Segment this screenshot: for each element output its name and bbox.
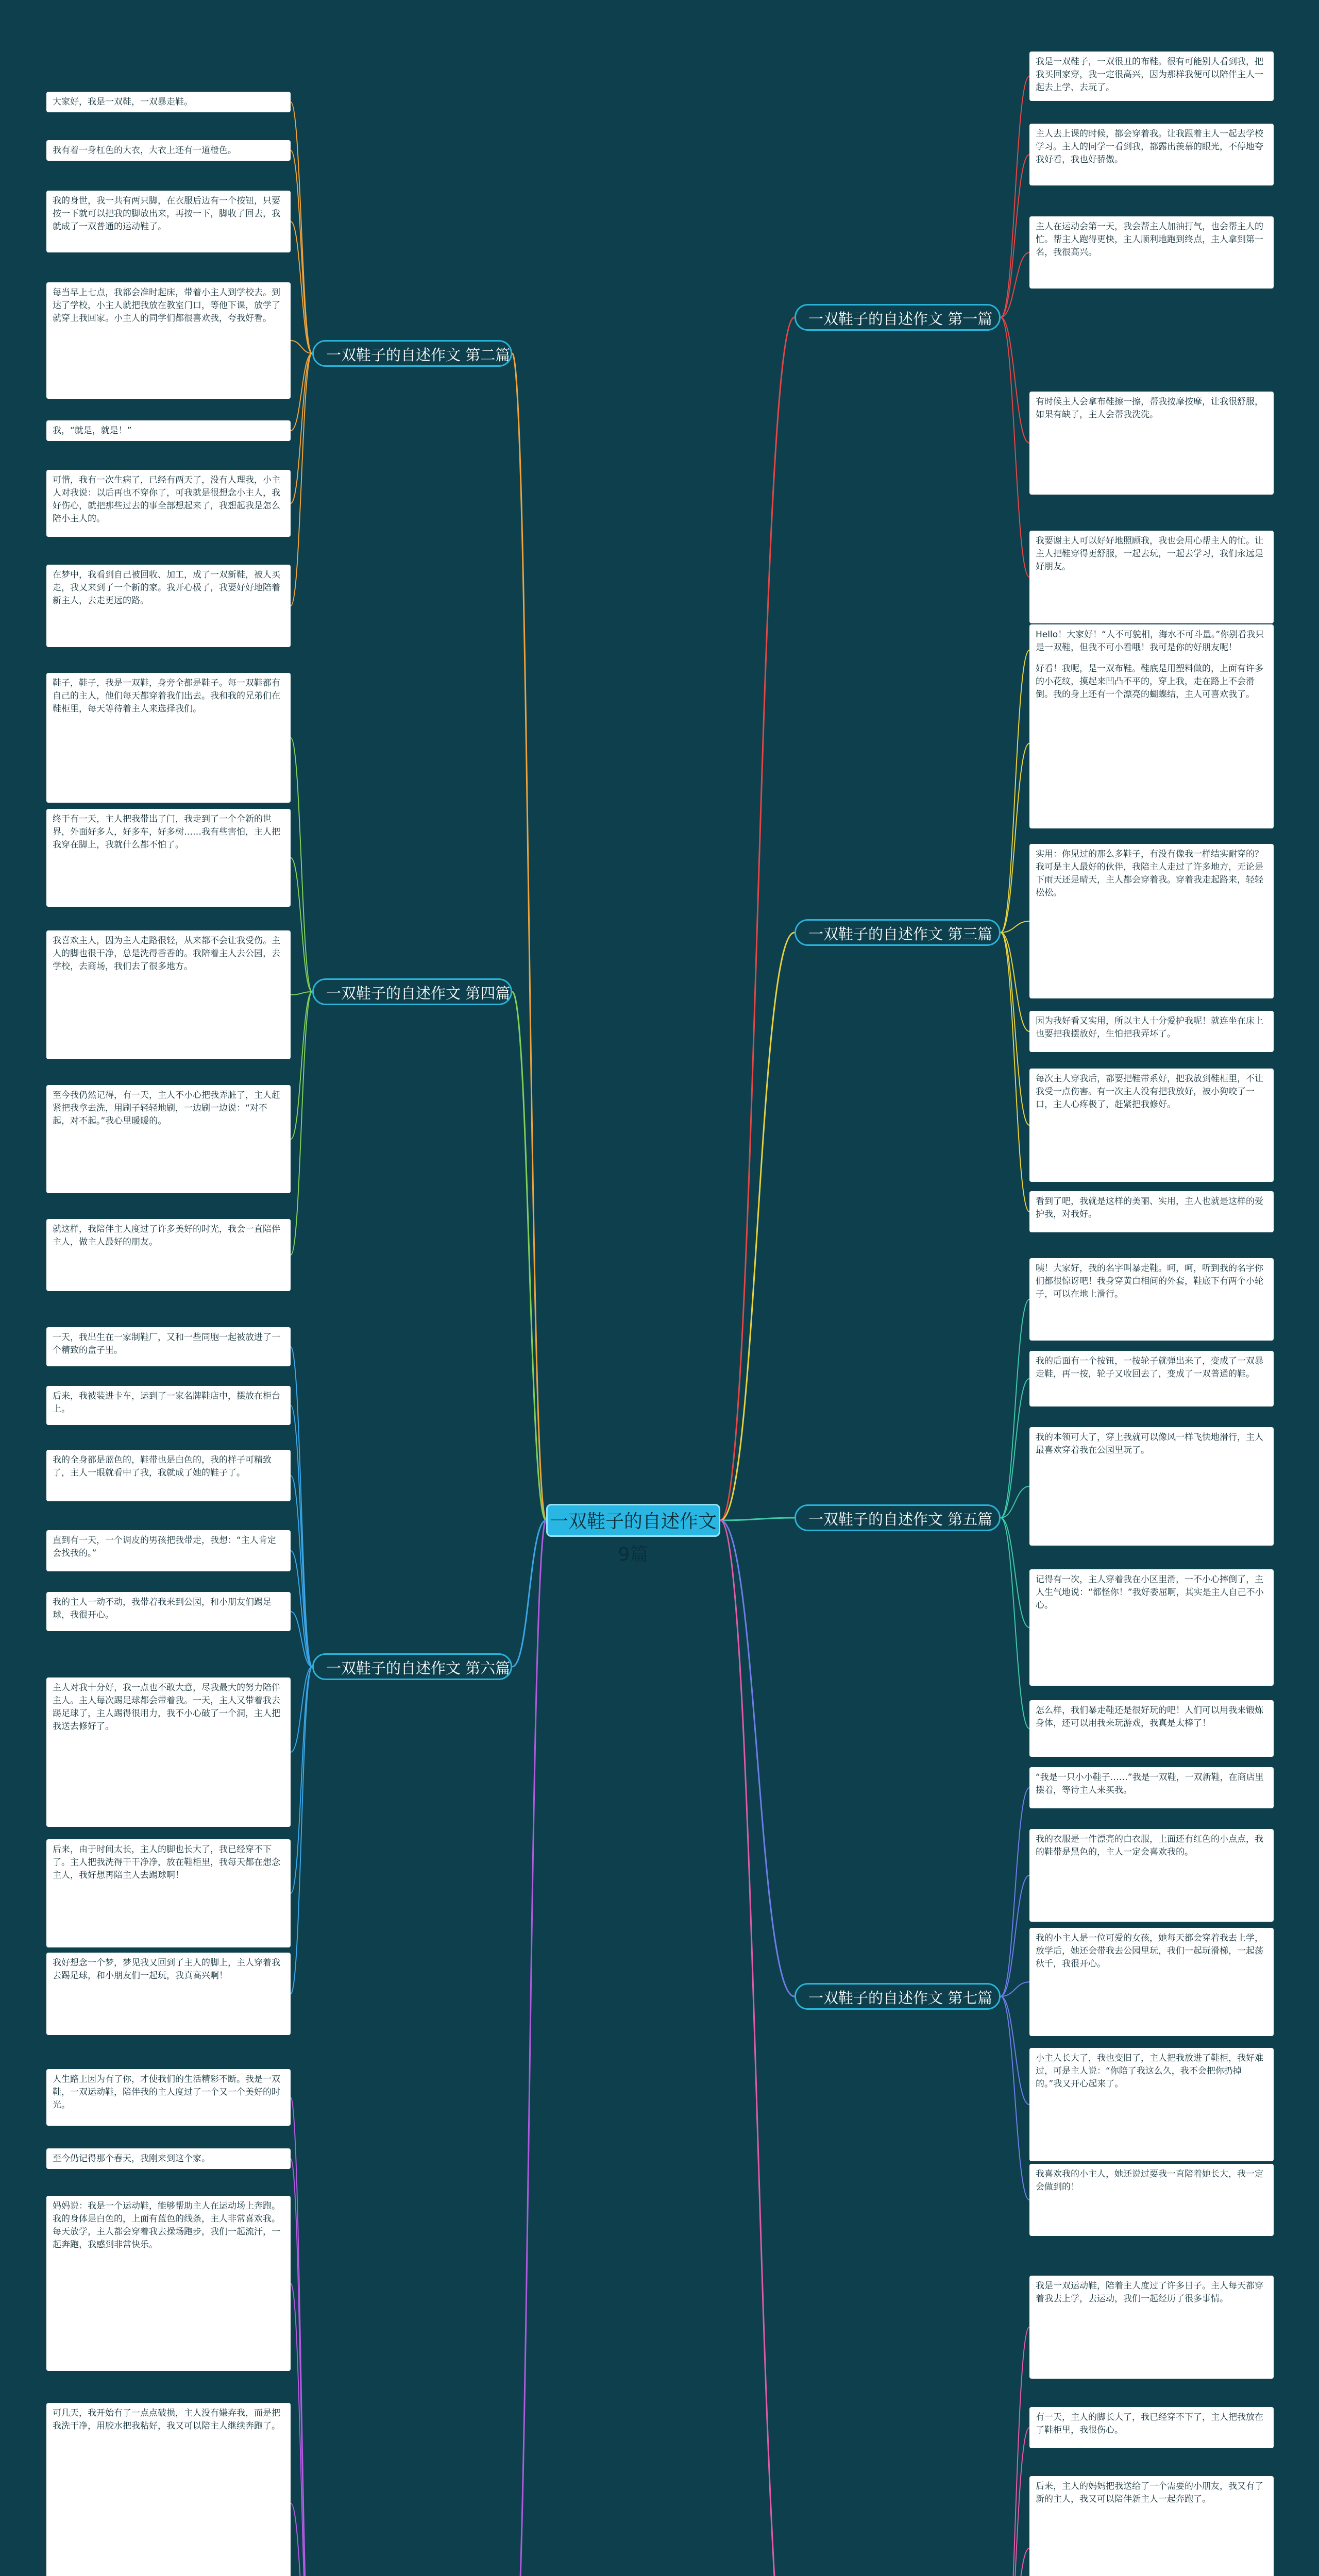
leaf-note[interactable]: 可惜，我有一次生病了，已经有两天了，没有人理我，小主人对我说：以后再也不穿你了，可我就是很想念小主人，我好伤心，就把那些过去的事全部想起来了，我想起我是怎么陪小主人的。 xyxy=(46,470,291,537)
branch-node[interactable]: 一双鞋子的自述作文 第二篇 xyxy=(312,340,512,367)
leaf-note[interactable]: 我的本领可大了，穿上我就可以像风一样飞快地滑行，主人最喜欢穿着我在公园里玩了。 xyxy=(1029,1427,1274,1546)
connector-line xyxy=(291,738,312,992)
connector-line xyxy=(1001,76,1029,317)
leaf-note[interactable]: 可几天，我开始有了一点点破损，主人没有嫌弃我，而是把我洗干净，用胶水把我粘好，我又可以陪主人继续奔跑了。 xyxy=(46,2403,291,2576)
connector-line xyxy=(1001,1788,1029,1996)
connector-line xyxy=(1001,2327,1029,2576)
connector-line xyxy=(291,992,312,995)
leaf-note[interactable]: 至今我仍然记得，有一天，主人不小心把我弄脏了，主人赶紧把我拿去洗，用刷子轻轻地刷，一边刷一边说：“对不起，对不起。”我心里暖暖的。 xyxy=(46,1085,291,1193)
connector-line xyxy=(1001,1518,1029,1628)
connector-line xyxy=(720,1520,794,1996)
connector-line xyxy=(291,992,312,1255)
leaf-note[interactable]: Hello！大家好！“人不可貌相，海水不可斗量。”你别看我只是一双鞋，但我不可小看哦！我可是你的好朋友呢！ xyxy=(1029,624,1274,676)
connector-line xyxy=(291,1405,312,1667)
leaf-note[interactable]: 我的衣服是一件漂亮的白衣服，上面还有红色的小点点，我的鞋带是黑色的，主人一定会喜欢我的。 xyxy=(1029,1829,1274,1922)
connector-line xyxy=(720,1518,794,1520)
connector-line xyxy=(291,2159,312,2576)
leaf-note[interactable]: 终于有一天，主人把我带出了门，我走到了一个全新的世界，外面好多人，好多车，好多树……我有些害怕，主人把我穿在脚上，我就什么都不怕了。 xyxy=(46,809,291,907)
leaf-note[interactable]: 就这样，我陪伴主人度过了许多美好的时光，我会一直陪伴主人，做主人最好的朋友。 xyxy=(46,1219,291,1291)
central-topic[interactable]: 一双鞋子的自述作文9篇 xyxy=(546,1504,720,1537)
branch-node[interactable]: 一双鞋子的自述作文 第六篇 xyxy=(312,1653,512,1680)
leaf-note[interactable]: 我是一双鞋子，一双很丑的布鞋。很有可能别人看到我，把我买回家穿，我一定很高兴，因为那样我便可以陪伴主人一起去上学、去玩了。 xyxy=(1029,52,1274,101)
leaf-note[interactable]: 主人对我十分好，我一点也不敢大意，尽我最大的努力陪伴主人。主人每次踢足球都会带着我。一天，主人又带着我去踢足球了，主人踢得很用力，我不小心破了一个洞，主人把我送去修好了。 xyxy=(46,1677,291,1827)
connector-line xyxy=(1001,317,1029,577)
branch-node[interactable]: 一双鞋子的自述作文 第一篇 xyxy=(794,304,1001,331)
connector-line xyxy=(291,1667,312,1994)
connector-line xyxy=(512,992,546,1520)
leaf-note[interactable]: 有时候主人会拿布鞋擦一擦，帮我按摩按摩，让我很舒服，如果有缺了，主人会帮我洗洗。 xyxy=(1029,392,1274,495)
leaf-note[interactable]: 主人在运动会第一天，我会帮主人加油打气，也会帮主人的忙。帮主人跑得更快，主人顺利地跑到终点，主人拿到第一名，我很高兴。 xyxy=(1029,216,1274,289)
leaf-note[interactable]: 妈妈说：我是一个运动鞋，能够帮助主人在运动场上奔跑。我的身体是白色的，上面有蓝色的线条，主人非常喜欢我。每天放学，主人都会穿着我去操场跑步，我们一起流汗，一起奔跑，我感到非常快乐。 xyxy=(46,2196,291,2371)
leaf-note[interactable]: 小主人长大了，我也变旧了，主人把我放进了鞋柜，我好难过，可是主人说：“你陪了我这么久，我不会把你扔掉的。”我又开心起来了。 xyxy=(1029,2048,1274,2161)
connector-line xyxy=(1001,743,1029,933)
connector-line xyxy=(291,150,312,353)
leaf-note[interactable]: 我是一双运动鞋，陪着主人度过了许多日子。主人每天都穿着我去上学，去运动，我们一起经历了很多事情。 xyxy=(1029,2276,1274,2379)
connector-line xyxy=(720,317,794,1520)
leaf-note[interactable]: 每当早上七点，我都会准时起床，带着小主人到学校去。到达了学校，小主人就把我放在教室门口，等他下课，放学了就穿上我回家。小主人的同学们都很喜欢我，夸我好看。 xyxy=(46,282,291,399)
connector-line xyxy=(291,1347,312,1667)
leaf-note[interactable]: 记得有一次，主人穿着我在小区里滑，一不小心摔倒了，主人生气地说：“都怪你！”我好委屈啊，其实是主人自己不小心。 xyxy=(1029,1569,1274,1686)
leaf-note[interactable]: 每次主人穿我后，都要把鞋带系好，把我放到鞋柜里，不让我受一点伤害。有一次主人没有把我放好，被小狗咬了一口，主人心疼极了，赶紧把我修好。 xyxy=(1029,1069,1274,1182)
leaf-note[interactable]: 后来，我被装进卡车，运到了一家名牌鞋店中，摆放在柜台上。 xyxy=(46,1386,291,1425)
leaf-note[interactable]: 怎么样，我们暴走鞋还是很好玩的吧！人们可以用我来锻炼身体，还可以用我来玩游戏，我真是太棒了！ xyxy=(1029,1700,1274,1757)
branch-node[interactable]: 一双鞋子的自述作文 第四篇 xyxy=(312,978,512,1005)
connector-line xyxy=(1001,1299,1029,1518)
connector-line xyxy=(1001,317,1029,443)
leaf-note[interactable]: 我喜欢我的小主人，她还说过要我一直陪着她长大，我一定会做到的！ xyxy=(1029,2164,1274,2236)
leaf-note[interactable]: 我的全身都是蓝色的，鞋带也是白色的，我的样子可精致了，主人一眼就看中了我，我就成了她的鞋子了。 xyxy=(46,1450,291,1501)
connector-line xyxy=(1001,1379,1029,1518)
leaf-note[interactable]: “我是一只小小鞋子……”我是一双鞋，一双新鞋，在商店里摆着，等待主人来买我。 xyxy=(1029,1767,1274,1808)
leaf-note[interactable]: 我有着一身杠色的大衣，大衣上还有一道橙色。 xyxy=(46,140,291,161)
connector-line xyxy=(1001,933,1029,1031)
leaf-note[interactable]: 好看！我呢，是一双布鞋。鞋底是用塑料做的，上面有许多的小花纹，摸起来凹凸不平的，穿上我，走在路上不会滑倒。我的身上还有一个漂亮的蝴蝶结，主人可喜欢我了。 xyxy=(1029,658,1274,828)
connector-line xyxy=(1001,933,1029,1212)
connector-line xyxy=(291,222,312,353)
leaf-note[interactable]: 咦！大家好，我的名字叫暴走鞋。呵，呵，听到我的名字你们都很惊讶吧！我身穿黄白相间的外套，鞋底下有两个小轮子，可以在地上滑行。 xyxy=(1029,1258,1274,1341)
leaf-note[interactable]: 人生路上因为有了你，才使我们的生活精彩不断。我是一双鞋，一双运动鞋，陪伴我的主人度过了一个又一个美好的时光。 xyxy=(46,2069,291,2126)
leaf-note[interactable]: 后来，由于时间太长，主人的脚也长大了，我已经穿不下了。主人把我洗得干干净净，放在鞋柜里，我每天都在想念主人，我好想再陪主人去踢球啊！ xyxy=(46,1839,291,1947)
leaf-note[interactable]: 我的后面有一个按钮，一按轮子就弹出来了，变成了一双暴走鞋，再一按，轮子又收回去了，变成了一双普通的鞋。 xyxy=(1029,1351,1274,1406)
connector-line xyxy=(1001,1996,1029,2105)
leaf-note[interactable]: 至今仍记得那个春天，我刚来到这个家。 xyxy=(46,2148,291,2169)
connector-line xyxy=(512,353,546,1520)
connector-line xyxy=(512,1520,546,1667)
leaf-note[interactable]: 鞋子，鞋子，我是一双鞋，身旁全都是鞋子。每一双鞋都有自己的主人，他们每天都穿着我们出去。我和我的兄弟们在鞋柜里，每天等待着主人来选择我们。 xyxy=(46,673,291,803)
leaf-note[interactable]: 有一天，主人的脚长大了，我已经穿不下了，主人把我放在了鞋柜里，我很伤心。 xyxy=(1029,2407,1274,2448)
branch-node[interactable]: 一双鞋子的自述作文 第七篇 xyxy=(794,1983,1001,2010)
branch-node[interactable]: 一双鞋子的自述作文 第三篇 xyxy=(794,919,1001,946)
connector-line xyxy=(720,933,794,1520)
leaf-note[interactable]: 看到了吧，我就是这样的美丽、实用，主人也就是这样的爱护我，对我好。 xyxy=(1029,1191,1274,1232)
leaf-note[interactable]: 主人去上课的时候，都会穿着我。让我跟着主人一起去学校学习。主人的同学一看到我，都露出羡慕的眼光，不停地夸我好看，我也好骄傲。 xyxy=(1029,124,1274,185)
leaf-note[interactable]: 后来，主人的妈妈把我送给了一个需要的小朋友，我又有了新的主人，我又可以陪伴新主人一起奔跑了。 xyxy=(1029,2476,1274,2576)
connector-line xyxy=(1001,155,1029,317)
connector-line xyxy=(720,1520,794,2576)
branch-node[interactable]: 一双鞋子的自述作文 第五篇 xyxy=(794,1504,1001,1531)
connector-line xyxy=(512,1520,546,2576)
leaf-note[interactable]: 我的主人一动不动，我带着我来到公园，和小朋友们踢足球，我很开心。 xyxy=(46,1592,291,1631)
leaf-note[interactable]: 我的小主人是一位可爱的女孩，她每天都会穿着我去上学，放学后，她还会带我去公园里玩，我们一起玩滑梯，一起荡秋千，我很开心。 xyxy=(1029,1928,1274,2036)
leaf-note[interactable]: 在梦中，我看到自己被回收、加工，成了一双新鞋，被人买走，我又来到了一个新的家。我开心极了，我要好好地陪着新主人，去走更远的路。 xyxy=(46,565,291,647)
leaf-note[interactable]: 一天，我出生在一家制鞋厂，又和一些同胞一起被放进了一个精致的盒子里。 xyxy=(46,1327,291,1366)
leaf-note[interactable]: 我喜欢主人，因为主人走路很轻，从来都不会让我受伤。主人的脚也很干净，总是洗得香香的。我陪着主人去公园，去学校，去商场，我们去了很多地方。 xyxy=(46,930,291,1059)
leaf-note[interactable]: 大家好，我是一双鞋，一双暴走鞋。 xyxy=(46,92,291,112)
leaf-note[interactable]: 我的身世，我一共有两只脚，在衣服后边有一个按钮，只要按一下就可以把我的脚放出来，再按一下，脚收了回去，我就成了一双普通的运动鞋了。 xyxy=(46,191,291,252)
connector-line xyxy=(1001,1996,1029,2200)
connector-line xyxy=(1001,650,1029,933)
connector-line xyxy=(291,1667,312,1893)
connector-line xyxy=(291,2503,312,2576)
leaf-note[interactable]: 因为我好看又实用，所以主人十分爱护我呢！就连坐在床上也要把我摆放好，生怕把我弄坏了。 xyxy=(1029,1011,1274,1052)
leaf-note[interactable]: 我要谢主人可以好好地照顾我，我也会用心帮主人的忙。让主人把鞋穿得更舒服，一起去玩，一起去学习，我们永远是好朋友。 xyxy=(1029,531,1274,623)
leaf-note[interactable]: 我，“就是，就是！” xyxy=(46,420,291,441)
connector-line xyxy=(291,858,312,992)
leaf-note[interactable]: 实用：你见过的那么多鞋子，有没有像我一样结实耐穿的？我可是主人最好的伙伴，我陪主人走过了许多地方，无论是下雨天还是晴天，主人都会穿着我。穿着我走起路来，轻轻松松。 xyxy=(1029,844,1274,998)
leaf-note[interactable]: 我好想念一个梦，梦见我又回到了主人的脚上，主人穿着我去踢足球，和小朋友们一起玩，我真高兴啊！ xyxy=(46,1953,291,2035)
leaf-note[interactable]: 直到有一天，一个调皮的男孩把我带走，我想：“主人肯定会找我的。” xyxy=(46,1530,291,1571)
